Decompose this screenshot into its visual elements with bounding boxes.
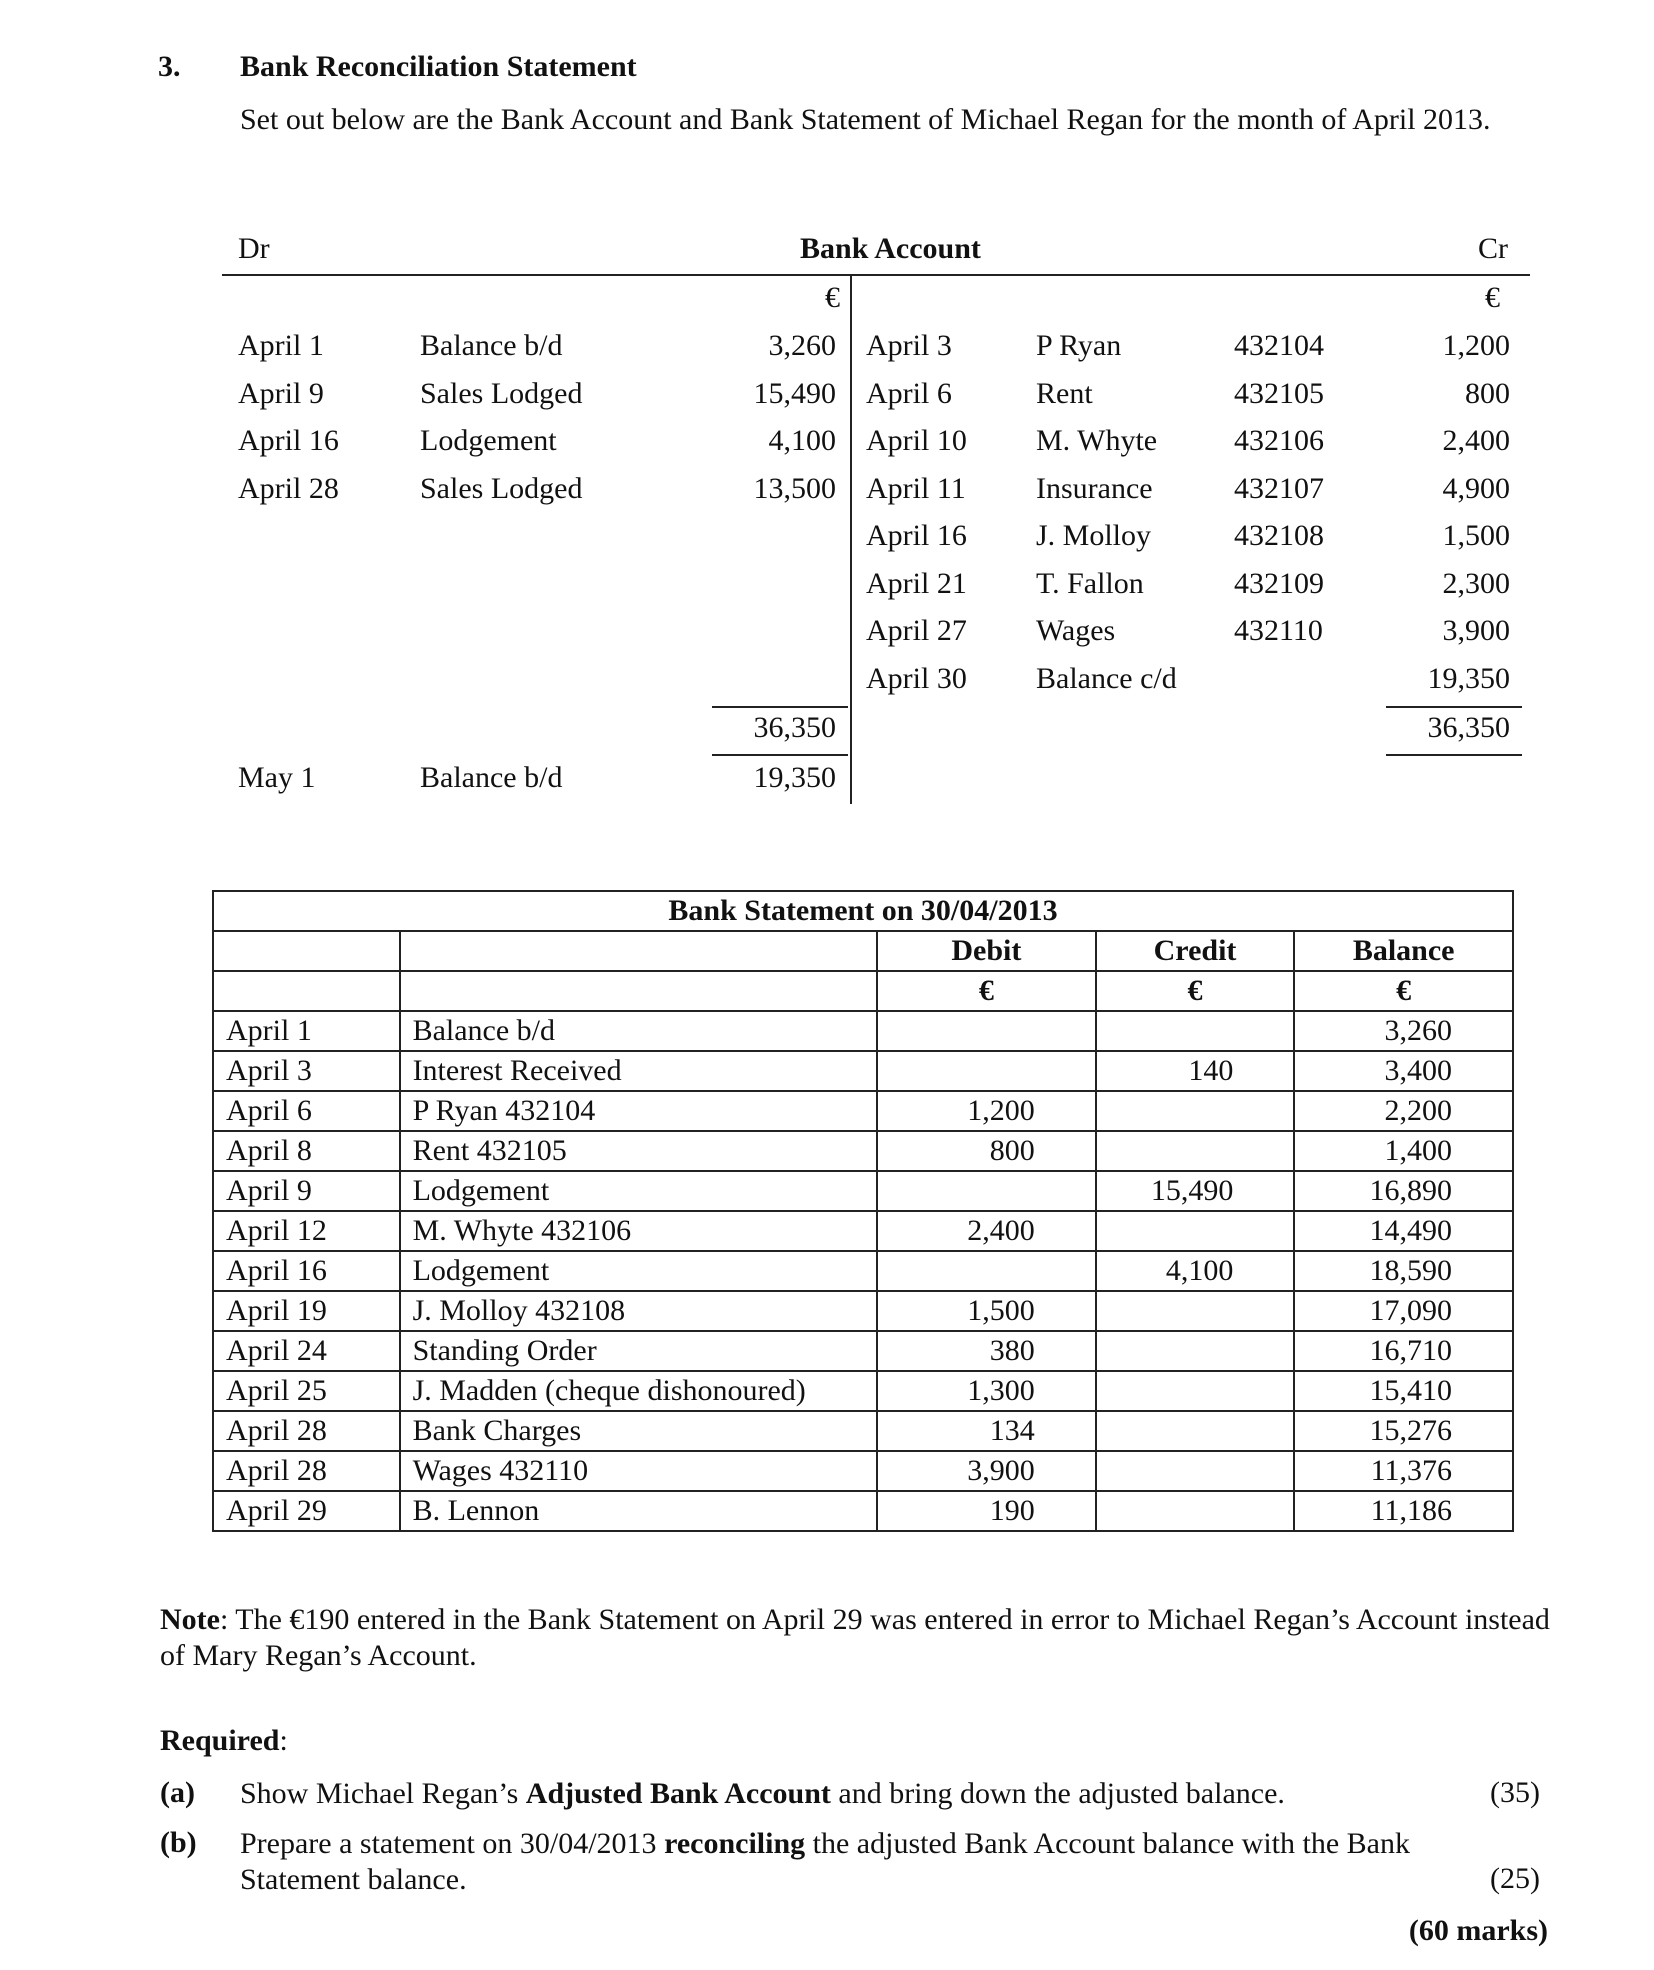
note-label: Note xyxy=(160,1603,220,1636)
part-b-text: Prepare a statement on 30/04/2013 reconciling the adjusted Bank Account balance with the Bank Statement balance. xyxy=(240,1827,1410,1896)
statement-balance: 14,490 xyxy=(1294,1211,1513,1251)
statement-date: April 28 xyxy=(213,1411,400,1451)
statement-detail: Standing Order xyxy=(400,1331,877,1371)
credit-date: April 3 xyxy=(866,329,952,362)
statement-credit: 15,490 xyxy=(1096,1171,1295,1211)
statement-debit: 380 xyxy=(877,1331,1096,1371)
header-debit: Debit xyxy=(877,931,1096,971)
statement-detail: Bank Charges xyxy=(400,1411,877,1451)
currency-date-cell xyxy=(213,971,400,1011)
debit-amount: 3,260 xyxy=(768,329,836,362)
statement-detail: Rent 432105 xyxy=(400,1131,877,1171)
statement-debit xyxy=(877,1011,1096,1051)
statement-credit: 140 xyxy=(1096,1051,1295,1091)
credit-amount: 2,400 xyxy=(1442,424,1510,457)
debit-date: April 1 xyxy=(238,329,324,362)
statement-credit xyxy=(1096,1291,1295,1331)
credit-detail: Rent xyxy=(1036,376,1093,410)
credit-total: 36,350 xyxy=(1427,711,1510,744)
statement-currency-row xyxy=(213,971,1513,1011)
statement-balance: 16,710 xyxy=(1294,1331,1513,1371)
closing-date: May 1 xyxy=(238,761,316,794)
statement-row xyxy=(213,1411,1513,1451)
statement-title-row xyxy=(213,891,1513,931)
statement-row xyxy=(213,1171,1513,1211)
statement-row xyxy=(213,1011,1513,1051)
account-header-rule xyxy=(222,274,1530,276)
statement-balance: 15,276 xyxy=(1294,1411,1513,1451)
statement-date: April 1 xyxy=(213,1011,400,1051)
statement-balance: 15,410 xyxy=(1294,1371,1513,1411)
credit-amount: 3,900 xyxy=(1442,614,1510,647)
statement-debit: 800 xyxy=(877,1131,1096,1171)
statement-row xyxy=(213,1131,1513,1171)
statement-debit: 1,200 xyxy=(877,1091,1096,1131)
statement-detail: B. Lennon xyxy=(400,1491,877,1531)
credit-amount: 1,500 xyxy=(1442,519,1510,552)
statement-detail: Lodgement xyxy=(400,1251,877,1291)
statement-debit: 3,900 xyxy=(877,1451,1096,1491)
statement-debit: 2,400 xyxy=(877,1211,1096,1251)
statement-date: April 19 xyxy=(213,1291,400,1331)
credit-date: April 11 xyxy=(866,471,966,505)
statement-row xyxy=(213,1491,1513,1531)
credit-currency: € xyxy=(1485,281,1500,314)
statement-date: April 3 xyxy=(213,1051,400,1091)
closing-detail: Balance b/d xyxy=(420,761,563,794)
statement-date: April 29 xyxy=(213,1491,400,1531)
statement-detail: J. Madden (cheque dishonoured) xyxy=(400,1371,877,1411)
statement-credit xyxy=(1096,1011,1295,1051)
statement-row xyxy=(213,1451,1513,1491)
credit-detail: Insurance xyxy=(1036,471,1153,505)
debit-amount: 4,100 xyxy=(768,424,836,457)
statement-row xyxy=(213,1051,1513,1091)
credit-detail: J. Molloy xyxy=(1036,519,1152,552)
statement-credit xyxy=(1096,1411,1295,1451)
statement-debit: 1,300 xyxy=(877,1371,1096,1411)
statement-debit: 1,500 xyxy=(877,1291,1096,1331)
statement-date: April 6 xyxy=(213,1091,400,1131)
statement-balance: 3,260 xyxy=(1294,1011,1513,1051)
statement-balance: 1,400 xyxy=(1294,1131,1513,1171)
statement-detail: Interest Received xyxy=(400,1051,877,1091)
statement-date: April 25 xyxy=(213,1371,400,1411)
credit-date: April 21 xyxy=(866,566,967,600)
header-date xyxy=(213,931,400,971)
credit-date: April 27 xyxy=(866,614,967,647)
question-intro: Set out below are the Bank Account and Bank Statement of Michael Regan for the month of April 2013. xyxy=(240,103,1491,136)
debit-amount: 15,490 xyxy=(753,376,836,410)
statement-credit: 4,100 xyxy=(1096,1251,1295,1291)
credit-amount: 2,300 xyxy=(1442,566,1510,600)
question-title: Bank Reconciliation Statement xyxy=(240,50,637,83)
credit-cheque-number: 432109 xyxy=(1234,566,1324,600)
statement-credit xyxy=(1096,1091,1295,1131)
note: Note: The €190 entered in the Bank Statement on April 29 was entered in error to Michael Regan’s Account instead of Mary Regan’s Account. xyxy=(160,1603,1550,1672)
cr-label: Cr xyxy=(1478,232,1508,265)
debit-date: April 16 xyxy=(238,424,339,457)
total-marks: (60 marks) xyxy=(1408,1914,1548,1947)
statement-detail: Wages 432110 xyxy=(400,1451,877,1491)
currency-detail-cell xyxy=(400,971,877,1011)
credit-date: April 30 xyxy=(866,661,967,695)
statement-balance: 18,590 xyxy=(1294,1251,1513,1291)
credit-detail: P Ryan xyxy=(1036,329,1122,362)
statement-debit xyxy=(877,1171,1096,1211)
statement-debit: 134 xyxy=(877,1411,1096,1451)
debit-amount: 13,500 xyxy=(753,471,836,505)
credit-total-underline xyxy=(1386,754,1522,756)
dr-label: Dr xyxy=(238,232,270,265)
credit-date: April 6 xyxy=(866,376,952,410)
note-text: The €190 entered in the Bank Statement on April 29 was entered in error to Michael Regan’s Account instead of Mary Regan’s Account. xyxy=(160,1603,1550,1672)
debit-date: April 9 xyxy=(238,376,324,410)
credit-amount: 1,200 xyxy=(1442,329,1510,362)
statement-credit xyxy=(1096,1451,1295,1491)
statement-debit xyxy=(877,1251,1096,1291)
credit-detail: Balance c/d xyxy=(1036,661,1177,695)
statement-balance: 16,890 xyxy=(1294,1171,1513,1211)
statement-date: April 12 xyxy=(213,1211,400,1251)
credit-cheque-number: 432110 xyxy=(1234,614,1323,647)
header-balance: Balance xyxy=(1294,931,1513,971)
credit-cheque-number: 432108 xyxy=(1234,519,1324,552)
part-b-marks: (25) xyxy=(1490,1862,1540,1895)
debit-date: April 28 xyxy=(238,471,339,505)
statement-date: April 9 xyxy=(213,1171,400,1211)
statement-credit xyxy=(1096,1331,1295,1371)
part-a-text: Show Michael Regan’s Adjusted Bank Account and bring down the adjusted balance. xyxy=(240,1777,1285,1810)
statement-date: April 24 xyxy=(213,1331,400,1371)
currency-credit: € xyxy=(1096,971,1295,1011)
statement-credit xyxy=(1096,1131,1295,1171)
statement-row xyxy=(213,1371,1513,1411)
statement-row xyxy=(213,1291,1513,1331)
statement-row xyxy=(213,1091,1513,1131)
statement-detail: P Ryan 432104 xyxy=(400,1091,877,1131)
debit-currency: € xyxy=(825,281,840,314)
account-center-line xyxy=(850,276,852,804)
credit-cheque-number: 432106 xyxy=(1234,424,1324,457)
credit-cheque-number: 432104 xyxy=(1234,329,1324,362)
debit-total: 36,350 xyxy=(753,711,836,744)
credit-date: April 10 xyxy=(866,424,967,457)
statement-debit xyxy=(877,1051,1096,1091)
statement-detail: Lodgement xyxy=(400,1171,877,1211)
credit-cheque-number: 432105 xyxy=(1234,376,1324,410)
statement-date: April 16 xyxy=(213,1251,400,1291)
credit-detail: T. Fallon xyxy=(1036,566,1144,600)
question-number: 3. xyxy=(158,50,181,83)
debit-detail: Sales Lodged xyxy=(420,471,583,505)
statement-balance: 11,376 xyxy=(1294,1451,1513,1491)
statement-credit xyxy=(1096,1491,1295,1531)
part-a-marks: (35) xyxy=(1490,1776,1540,1809)
bank-statement-table xyxy=(212,890,1514,1532)
statement-title: Bank Statement on 30/04/2013 xyxy=(213,891,1513,931)
part-a-label: (a) xyxy=(160,1776,195,1809)
statement-date: April 8 xyxy=(213,1131,400,1171)
credit-cheque-number: 432107 xyxy=(1234,471,1324,505)
debit-detail: Sales Lodged xyxy=(420,376,583,410)
currency-debit: € xyxy=(877,971,1096,1011)
header-detail xyxy=(400,931,877,971)
credit-amount: 4,900 xyxy=(1442,471,1510,505)
header-credit: Credit xyxy=(1096,931,1295,971)
credit-date: April 16 xyxy=(866,519,967,552)
statement-body xyxy=(213,1011,1513,1531)
statement-row xyxy=(213,1251,1513,1291)
currency-balance: € xyxy=(1294,971,1513,1011)
statement-date: April 28 xyxy=(213,1451,400,1491)
statement-row xyxy=(213,1211,1513,1251)
closing-amount: 19,350 xyxy=(753,761,836,794)
part-b-label: (b) xyxy=(160,1826,197,1859)
statement-balance: 2,200 xyxy=(1294,1091,1513,1131)
statement-detail: Balance b/d xyxy=(400,1011,877,1051)
statement-detail: J. Molloy 432108 xyxy=(400,1291,877,1331)
statement-balance: 11,186 xyxy=(1294,1491,1513,1531)
statement-row xyxy=(213,1331,1513,1371)
bank-account-title: Bank Account xyxy=(800,232,981,265)
debit-detail: Balance b/d xyxy=(420,329,563,362)
statement-detail: M. Whyte 432106 xyxy=(400,1211,877,1251)
debit-detail: Lodgement xyxy=(420,424,557,457)
credit-amount: 19,350 xyxy=(1427,661,1510,695)
required-heading: Required: xyxy=(160,1724,288,1757)
statement-credit xyxy=(1096,1371,1295,1411)
statement-credit xyxy=(1096,1211,1295,1251)
credit-detail: Wages xyxy=(1036,614,1116,647)
credit-amount: 800 xyxy=(1465,376,1510,410)
debit-total-underline xyxy=(712,754,848,756)
statement-debit: 190 xyxy=(877,1491,1096,1531)
statement-balance: 17,090 xyxy=(1294,1291,1513,1331)
statement-header-row xyxy=(213,931,1513,971)
credit-detail: M. Whyte xyxy=(1036,424,1158,457)
statement-balance: 3,400 xyxy=(1294,1051,1513,1091)
